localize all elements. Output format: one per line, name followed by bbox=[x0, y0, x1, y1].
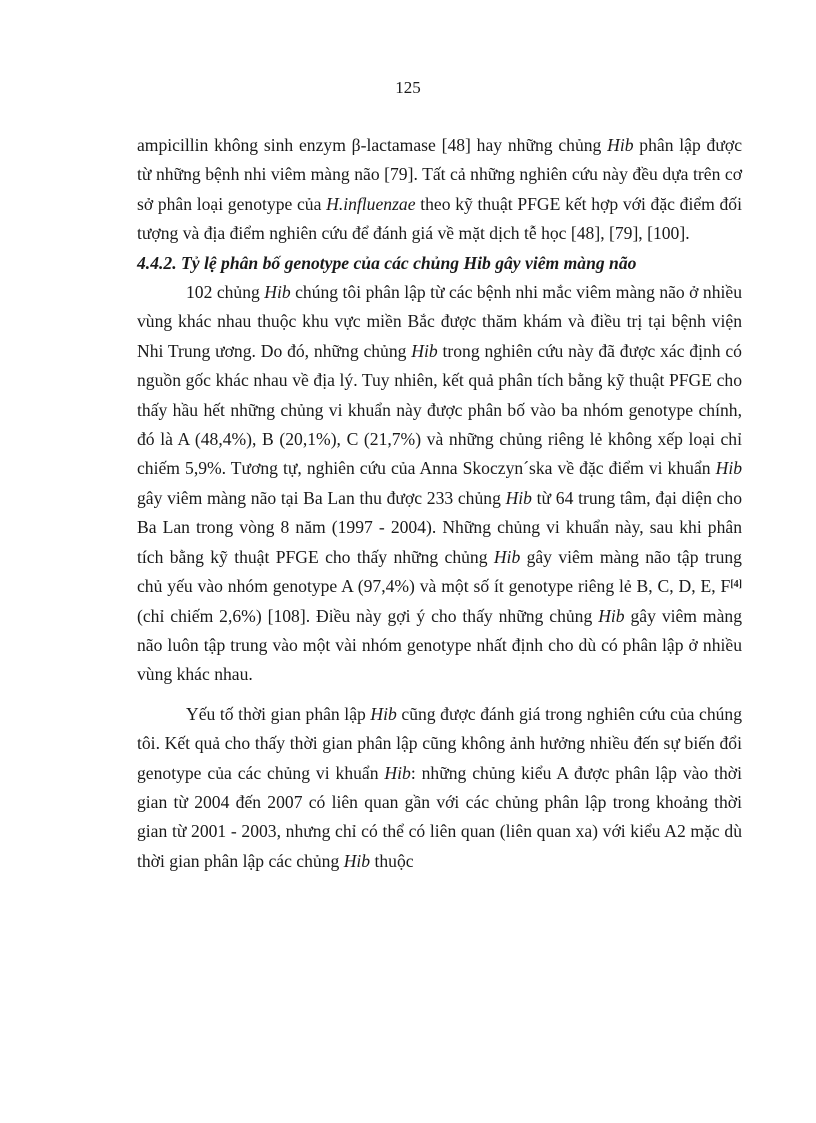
species-term: H.influenzae bbox=[326, 193, 416, 214]
paragraph-continuation: ampicillin không sinh enzym β-lactamase [48] hay những chủng Hib phân lập được từ những bệnh nhi viêm màng não [79]. Tất cả những nghiên cứu này đều dựa trên cơ sở phân loại genotype của H.influenzae theo kỹ thuật PFGE kết hợp với đặc điểm đối tượng và địa điểm nghiên cứu để đánh giá về mặt dịch tễ học [48], [79], [100]. bbox=[137, 135, 742, 244]
hib-term: Hib bbox=[384, 762, 411, 783]
section-heading: 4.4.2. Tỷ lệ phân bố genotype của các chủng Hib gây viêm màng não bbox=[137, 252, 637, 273]
hib-term: Hib bbox=[493, 546, 521, 567]
hib-term: Hib bbox=[607, 135, 634, 155]
hib-term: Hib bbox=[370, 703, 397, 724]
paragraph-isolation-time: Yếu tố thời gian phân lập Hib cũng được đánh giá trong nghiên cứu của chúng tôi. Kết quả cho thấy thời gian phân lập cũng không ảnh hưởng nhiều đến sự biến đổi genotype của các chủng vi khuẩn Hib: những chủng kiểu A được phân lập vào thời gian từ 2004 đến 2007 có liên quan gần với các chủng phân lập trong khoảng thời gian từ 2001 - 2003, nhưng chỉ có thể có liên quan (liên quan xa) với kiểu A2 mặc dù thời gian phân lập các chủng Hib thuộc bbox=[137, 703, 743, 871]
paragraph-genotype-distribution: 102 chủng Hib chúng tôi phân lập từ các bệnh nhi mắc viêm màng não ở nhiều vùng khác nhau thuộc khu vực miền Bắc được thăm khám và điều trị tại bệnh viện Nhi Trung ương. Do đó, những chủng Hib trong nghiên cứu này đã được xác định có nguồn gốc khác nhau về địa lý. Tuy nhiên, kết quả phân tích bằng kỹ thuật PFGE cho thấy hầu hết những chủng vi khuẩn này được phân bố vào ba nhóm genotype chính, đó là A (48,4%), B (20,1%), C (21,7%) và những chủng riêng lẻ không xếp loại chỉ chiếm 5,9%. Tương tự, nghiên cứu của Anna Skoczyn´ska về đặc điểm vi khuẩn Hib gây viêm màng não tại Ba Lan thu được 233 chủng Hib từ 64 trung tâm, đại diện cho Ba Lan trong vòng 8 năm (1997 - 2004). Những chủng vi khuẩn này, sau khi phân tích bằng kỹ thuật PFGE cho thấy những chủng Hib gây viêm màng não tập trung chủ yếu vào nhóm genotype A (97,4%) và một số ít genotype riêng lẻ B, C, D, E, F[4] (chỉ chiếm 2,6%) [108]. Điều này gợi ý cho thấy những chủng Hib gây viêm màng não luôn tập trung vào một vài nhóm genotype nhất định cho dù có phân lập ở nhiều vùng khác nhau. bbox=[137, 282, 743, 685]
hib-term: Hib bbox=[715, 458, 742, 479]
footnote-ref: [4] bbox=[730, 579, 742, 591]
hib-term: Hib bbox=[264, 282, 291, 303]
page-body bbox=[137, 131, 742, 876]
hib-term: Hib bbox=[598, 605, 625, 626]
hib-term: Hib bbox=[411, 340, 438, 361]
page-number: 125 bbox=[395, 78, 421, 97]
hib-term: Hib bbox=[343, 850, 371, 871]
hib-term: Hib bbox=[505, 487, 532, 508]
